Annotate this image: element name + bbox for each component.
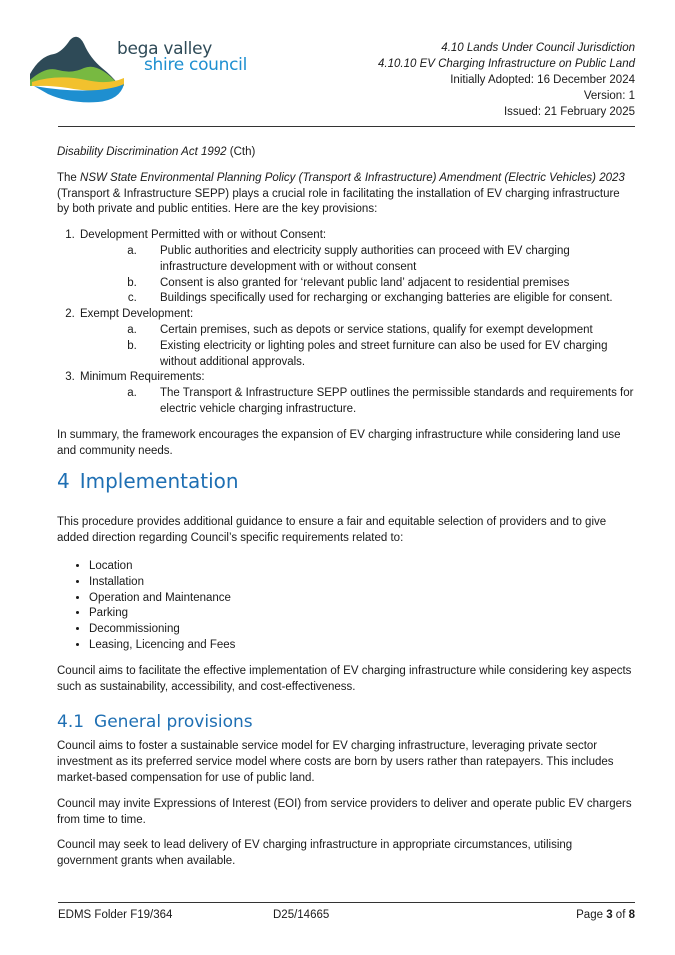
general-provisions-heading-number: 4.1 bbox=[57, 712, 85, 733]
footer-page-total: 8 bbox=[628, 909, 635, 921]
provision-label: Exempt Development: bbox=[80, 308, 194, 321]
implementation-item: • Parking bbox=[89, 606, 635, 622]
act-suffix: (Cth) bbox=[226, 146, 256, 158]
provision-label: Minimum Requirements: bbox=[80, 371, 205, 384]
header-divider bbox=[58, 126, 635, 127]
provision-label: Development Permitted with or without Consent: bbox=[80, 229, 327, 242]
implementation-item: • Installation bbox=[89, 575, 635, 591]
general-provisions-paragraph-2: Council may invite Expressions of Interest (EOI) from service providers to deliver and operate public EV chargers from time to time. bbox=[57, 797, 632, 826]
provision-sublist bbox=[80, 323, 635, 370]
header-adopted: Initially Adopted: 16 December 2024 bbox=[450, 74, 635, 86]
provision-subitem: a. Public authorities and electricity supply authorities can proceed with EV charging infrastructure development with or without consent bbox=[140, 244, 635, 276]
provisions-list bbox=[57, 228, 635, 418]
provision-subitem: a. The Transport & Infrastructure SEPP outlines the permissible standards and requirements for electric vehicle charging infrastructure. bbox=[140, 386, 635, 418]
provision-sublist bbox=[80, 386, 635, 418]
footer-doc-ref: D25/14665 bbox=[273, 909, 330, 921]
logo-hills-icon bbox=[28, 28, 128, 108]
implementation-heading-text: Implementation bbox=[79, 469, 239, 494]
provision-item bbox=[78, 307, 635, 370]
general-provisions-paragraph-3: Council may seek to lead delivery of EV charging infrastructure in appropriate circumstances, utilising government grants when available. bbox=[57, 839, 573, 868]
implementation-item: • Leasing, Licencing and Fees bbox=[89, 638, 635, 654]
general-provisions-heading-text: General provisions bbox=[94, 712, 253, 733]
footer-page-prefix: Page bbox=[576, 909, 607, 921]
footer-edms: EDMS Folder F19/364 bbox=[58, 909, 173, 921]
implementation-heading-number: 4 bbox=[57, 469, 70, 494]
footer-page-current: 3 bbox=[606, 909, 613, 921]
summary-paragraph: In summary, the framework encourages the expansion of EV charging infrastructure while considering land use and community needs. bbox=[57, 428, 621, 457]
sepp-intro-post: (Transport & Infrastructure SEPP) plays a crucial role in facilitating the installation of EV charging infrastructure by both private and public entities. Here are the key provisions: bbox=[57, 187, 620, 216]
provision-subitem: b. Existing electricity or lighting poles and street furniture can also be used for EV charging without additional approvals. bbox=[140, 339, 635, 371]
provision-subitem: a. Certain premises, such as depots or service stations, qualify for exempt development bbox=[140, 323, 635, 339]
provision-item bbox=[78, 370, 635, 417]
sepp-title: NSW State Environmental Planning Policy (Transport & Infrastructure) Amendment (Electric Vehicles) 2023 bbox=[80, 171, 625, 184]
implementation-aim: Council aims to facilitate the effective implementation of EV charging infrastructure while considering key aspects such as sustainability, accessibility, and cost-effectiveness. bbox=[57, 664, 632, 693]
implementation-intro: This procedure provides additional guidance to ensure a fair and equitable selection of providers and to give added direction regarding Council’s specific requirements related to: bbox=[57, 516, 607, 545]
provision-sublist bbox=[80, 244, 635, 307]
header-issued: Issued: 21 February 2025 bbox=[503, 106, 635, 118]
general-provisions-paragraph-1: Council aims to foster a sustainable service model for EV charging infrastructure, leveraging private sector investment as its preferred service model where costs are born by users rather than ratepayers. This includes market-based compensation for use of public land. bbox=[57, 740, 614, 784]
implementation-item: • Decommissioning bbox=[89, 622, 635, 638]
header-version: Version: 1 bbox=[583, 90, 635, 102]
footer-page-number bbox=[576, 909, 635, 921]
implementation-item: • Location bbox=[89, 559, 635, 575]
provision-subitem: b. Consent is also granted for ‘relevant public land’ adjacent to residential premises bbox=[140, 276, 635, 292]
page-body bbox=[57, 145, 635, 880]
logo-wordmark bbox=[117, 41, 247, 73]
provision-subitem: c. Buildings specifically used for recharging or exchanging batteries are eligible for consent. bbox=[140, 291, 635, 307]
implementation-heading bbox=[57, 469, 635, 493]
council-logo bbox=[28, 28, 258, 108]
general-provisions-heading bbox=[57, 711, 635, 733]
implementation-list bbox=[57, 559, 635, 654]
header-section: 4.10 Lands Under Council Jurisdiction bbox=[441, 42, 635, 54]
implementation-item: • Operation and Maintenance bbox=[89, 591, 635, 607]
sepp-intro bbox=[57, 171, 635, 218]
footer-page-mid: of bbox=[612, 909, 629, 921]
sepp-intro-pre: The bbox=[57, 171, 81, 184]
provision-item bbox=[78, 228, 635, 307]
logo-line-1: bega valley bbox=[117, 39, 213, 59]
act-reference bbox=[57, 145, 635, 161]
header-policy: 4.10.10 EV Charging Infrastructure on Public Land bbox=[378, 58, 635, 70]
act-title: Disability Discrimination Act 1992 bbox=[57, 146, 227, 158]
document-header bbox=[378, 40, 635, 120]
footer-divider bbox=[58, 902, 635, 903]
logo-line-2: shire council bbox=[144, 55, 248, 75]
